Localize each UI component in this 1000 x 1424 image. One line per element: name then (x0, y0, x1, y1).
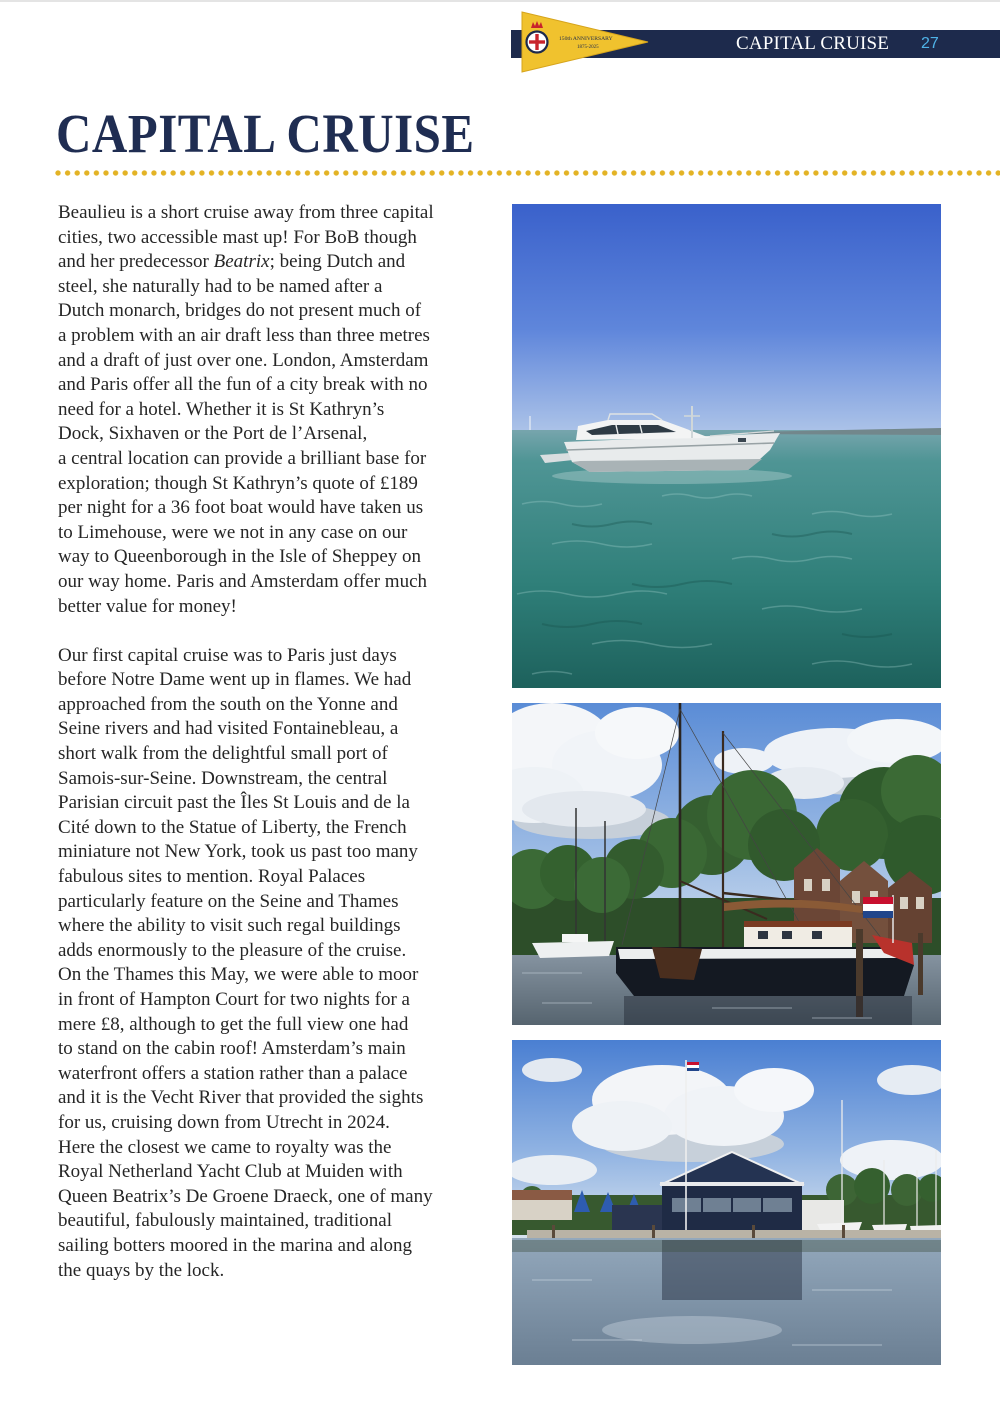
text-line: beautiful, fabulously maintained, traditional (58, 1210, 392, 1232)
article-paragraph (58, 201, 498, 619)
text-line: to Limehouse, were we not in any case on our (58, 521, 408, 543)
text-line: Seine rivers and had visited Fontainebleau, a (58, 718, 399, 740)
running-section-title: CAPITAL CRUISE (736, 33, 890, 54)
text-line: and Paris offer all the fun of a city break with no (58, 374, 428, 396)
text-line: particularly feature on the Seine and Thames (58, 890, 399, 912)
text-line: sailing botters moored in the marina and along (58, 1234, 413, 1256)
text-line: better value for money! (58, 595, 237, 617)
photo-traditional-barge-moored (512, 703, 941, 1025)
sky (512, 204, 941, 432)
text-line: Cité down to the Statue of Liberty, the French (58, 816, 407, 838)
article-title: CAPITAL CRUISE (56, 102, 475, 165)
text-line: short walk from the delightful small port of (58, 743, 388, 765)
text-line: where the ability to visit such regal buildings (58, 915, 401, 937)
text-line: and a draft of just over one. London, Amsterdam (58, 349, 429, 371)
text-line: and it is the Vecht River that provided the sights (58, 1087, 424, 1109)
text-line: cities, two accessible mast up! For BoB though (58, 226, 417, 248)
text-line: need for a hotel. Whether it is St Kathryn’s (58, 398, 385, 420)
text-line: On the Thames this May, we were able to moor (58, 964, 419, 986)
text-line: for us, cruising down from Utrecht in 2024. (58, 1111, 390, 1133)
text-line: fabulous sites to mention. Royal Palaces (58, 866, 366, 888)
text-line: exploration; though St Kathryn’s quote of £189 (58, 472, 418, 494)
text-line: adds enormously to the pleasure of the cruise. (58, 939, 407, 961)
text-line: to stand on the cabin roof! Amsterdam’s main (58, 1038, 406, 1060)
text-line: per night for a 36 foot boat would have taken us (58, 497, 424, 519)
text-line: miniature not New York, took us past too many (58, 841, 418, 863)
text-line: our way home. Paris and Amsterdam offer much (58, 570, 428, 592)
article-body (58, 201, 498, 1308)
page-number: 27 (921, 35, 939, 52)
text-line: mere £8, although to get the full view one had (58, 1013, 409, 1035)
text-line: in front of Hampton Court for two nights for a (58, 989, 410, 1010)
text-line: a problem with an air draft less than three metres (58, 324, 430, 346)
pennant-anniversary-text: 150th ANNIVERSARY (559, 36, 613, 42)
photo-motor-cruiser-at-sea (512, 204, 941, 688)
text-line: approached from the south on the Yonne and (58, 693, 398, 715)
text-line: Royal Netherland Yacht Club at Muiden with (58, 1161, 403, 1183)
text-line: waterfront offers a station rather than a palace (58, 1062, 408, 1084)
text-line: the quays by the lock. (58, 1259, 225, 1281)
text-line: Our first capital cruise was to Paris just days (58, 644, 397, 666)
text-line: Samois-sur-Seine. Downstream, the central (58, 767, 388, 789)
dotted-divider (55, 170, 1000, 176)
text-line: steel, she naturally had to be named after a (58, 275, 383, 297)
text-line (58, 250, 498, 275)
text-line: Parisian circuit past the Îles St Louis and de la (58, 792, 410, 814)
text-line: Dock, Sixhaven or the Port de l’Arsenal, (58, 423, 368, 445)
text-segment: and her predecessor (58, 251, 214, 273)
italic-boat-name: Beatrix (213, 251, 270, 273)
text-line: before Notre Dame went up in flames. We had (58, 669, 412, 691)
text-line: Beaulieu is a short cruise away from three capital (58, 202, 434, 223)
article-paragraph (58, 644, 498, 1283)
text-line: Queen Beatrix’s De Groene Draeck, one of many (58, 1185, 433, 1207)
text-line: Dutch monarch, bridges do not present much of (58, 300, 422, 322)
text-line: Here the closest we came to royalty was the (58, 1136, 392, 1158)
pennant-years-text: 1875-2025 (577, 45, 599, 50)
page-top-rule (0, 0, 1000, 2)
text-line: a central location can provide a brilliant base for (58, 447, 427, 469)
text-segment: ; being Dutch and (269, 251, 406, 273)
text-line: way to Queenborough in the Isle of Sheppey on (58, 546, 422, 568)
anniversary-pennant (519, 9, 651, 75)
photo-yacht-club-marina (512, 1040, 941, 1365)
